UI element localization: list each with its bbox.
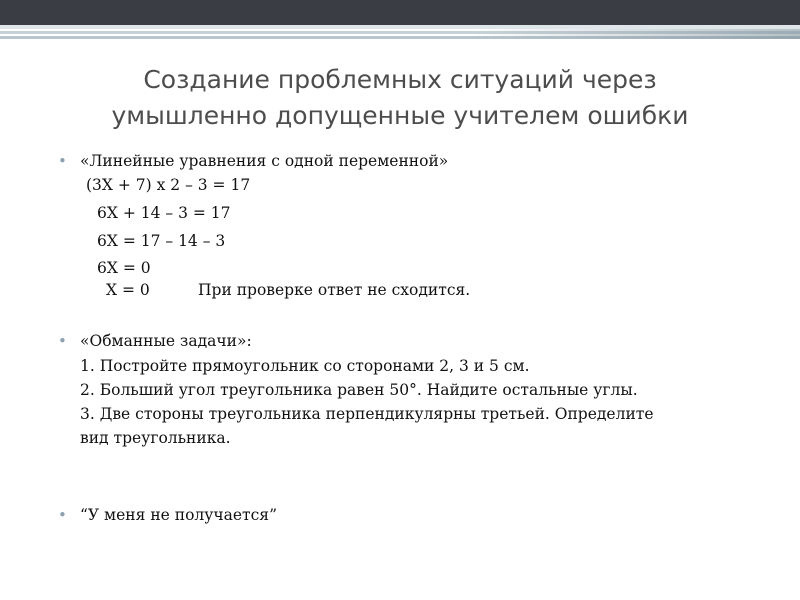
section2-heading: «Обманные задачи»:: [80, 332, 252, 350]
equation-line-4: 6X = 0: [97, 259, 151, 277]
slide-title: [0, 62, 800, 134]
task-item-3: 3. Две стороны треугольника перпендикулярны третьей. Определите: [80, 405, 654, 423]
equation-answer: X = 0: [106, 281, 150, 299]
bullet-icon: •: [58, 332, 67, 350]
header-stripe-accent: [470, 29, 800, 39]
task-item-2: 2. Больший угол треугольника равен 50°. Найдите остальные углы.: [80, 381, 638, 399]
check-note: При проверке ответ не сходится.: [198, 281, 471, 299]
task-item-3-continued: вид треугольника.: [80, 429, 231, 447]
task-item-1: 1. Постройте прямоугольник со сторонами 2, 3 и 5 см.: [80, 357, 530, 375]
section3-text: “У меня не получается”: [80, 506, 277, 524]
equation-line-3: 6X = 17 – 14 – 3: [97, 232, 226, 250]
title-line-2: умышленно допущенные учителем ошибки: [111, 101, 689, 130]
title-line-1: Создание проблемных ситуаций через: [143, 65, 657, 94]
equation-line-1: (3X + 7) x 2 – 3 = 17: [86, 176, 251, 194]
section1-heading: «Линейные уравнения с одной переменной»: [80, 152, 449, 170]
header-bar: [0, 0, 800, 25]
equation-line-2: 6X + 14 – 3 = 17: [97, 204, 231, 222]
bullet-icon: •: [58, 506, 67, 524]
bullet-icon: •: [58, 152, 67, 170]
